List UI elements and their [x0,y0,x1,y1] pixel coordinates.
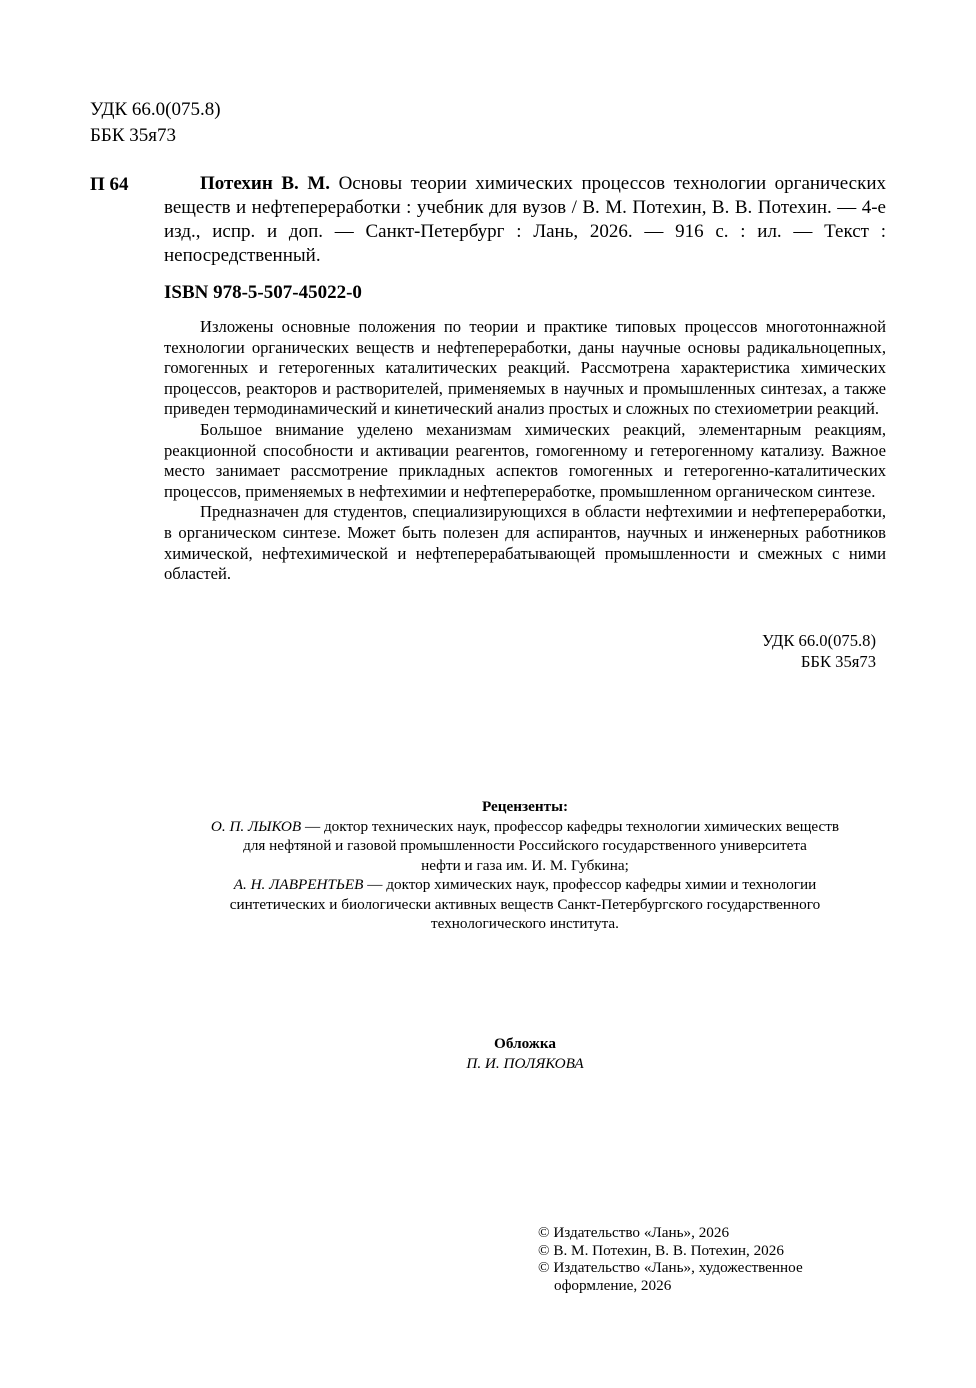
reviewers-block [90,797,960,934]
reviewer-name: А. Н. ЛАВРЕНТЬЕВ [233,876,364,893]
copyright-line: © Издательство «Лань», 2026 [538,1224,730,1241]
reviewer-name: О. П. ЛЫКОВ [210,817,302,835]
reviewer-entry [90,817,960,837]
bbk-code: ББК 35я73 [90,125,176,146]
udk-code: УДК 66.0(075.8) [90,99,221,120]
udk-bbk-header [90,97,221,149]
copyright-line: © Издательство «Лань», художественное [538,1259,803,1276]
reviewer-credentials: нефти и газа им. И. М. Губкина; [421,856,629,874]
reviewers-heading: Рецензенты: [481,798,569,815]
author-name: Потехин В. М. [200,173,331,194]
copyright-block [538,1224,803,1294]
reviewer-credentials: — доктор химических наук, профессор кафедры химии и технологии [363,876,817,893]
reviewer-entry [90,875,960,895]
isbn: ISBN 978-5-507-45022-0 [164,282,362,303]
cover-credit [90,1034,960,1073]
reviewer-credentials: для нефтяной и газовой промышленности Российского государственного университета [243,837,807,854]
annotation [164,317,886,585]
cover-heading: Обложка [494,1035,556,1052]
author-code: П 64 [90,174,129,195]
annotation-paragraph: Предназначен для студентов, специализирующихся в области нефтехимии и нефтепереработки, в органическом синтезе. Может быть полезен для аспирантов, научных и инженерных работников химической, нефтехимической и нефтеперерабатывающей промышленности и смежных с ними областей. [164,502,886,584]
bibliographic-record [164,172,886,268]
reviewer-credentials: синтетических и биологически активных веществ Санкт-Петербургского государственного [229,895,821,913]
reviewer-credentials: технологического института. [431,915,619,932]
annotation-paragraph: Большое внимание уделено механизмам химических реакций, элементарным реакциям, реакционной способности и активации реагентов, гомогенному и гетерогенному катализу. Важное место занимает рассмотрение прикладных аспектов гомогенных и гетерогенно-каталитических процессов, применяемых в нефтехимии и нефтепереработке, промышленном органическом синтезе. [164,419,886,501]
copyright-line: © В. М. Потехин, В. В. Потехин, 2026 [538,1241,784,1259]
copyright-line: оформление, 2026 [554,1276,672,1294]
udk-code: УДК 66.0(075.8) [761,631,876,650]
udk-bbk-footer [762,630,876,672]
cover-designer: П. И. ПОЛЯКОВА [466,1054,584,1072]
reviewer-credentials: — доктор технических наук, профессор кафедры технологии химических веществ [301,817,840,835]
bbk-code: ББК 35я73 [800,652,876,671]
annotation-paragraph: Изложены основные положения по теории и практике типовых процессов многотоннажной технологии органических веществ и нефтепереработки, даны научные основы радикальноцепных, гомогенных и гетерогенных каталитических реакций. Рассмотрена характеристика химических процессов, реакторов и растворителей, применяемых в научных и промышленных синтезах, а также приведен термодинамический и кинетический анализ простых и сложных по стехиометрии реакций. [164,317,886,419]
bibliographic-description: Основы теории химических процессов технологии органических веществ и нефтепереработки : учебник для вузов / В. М. Потехин, В. В. Потехин. — 4-е изд., испр. и доп. — Санкт-Петербург : Лань, 2026. — 916 с. : ил. — Текст : непосредственный. [164,173,887,266]
